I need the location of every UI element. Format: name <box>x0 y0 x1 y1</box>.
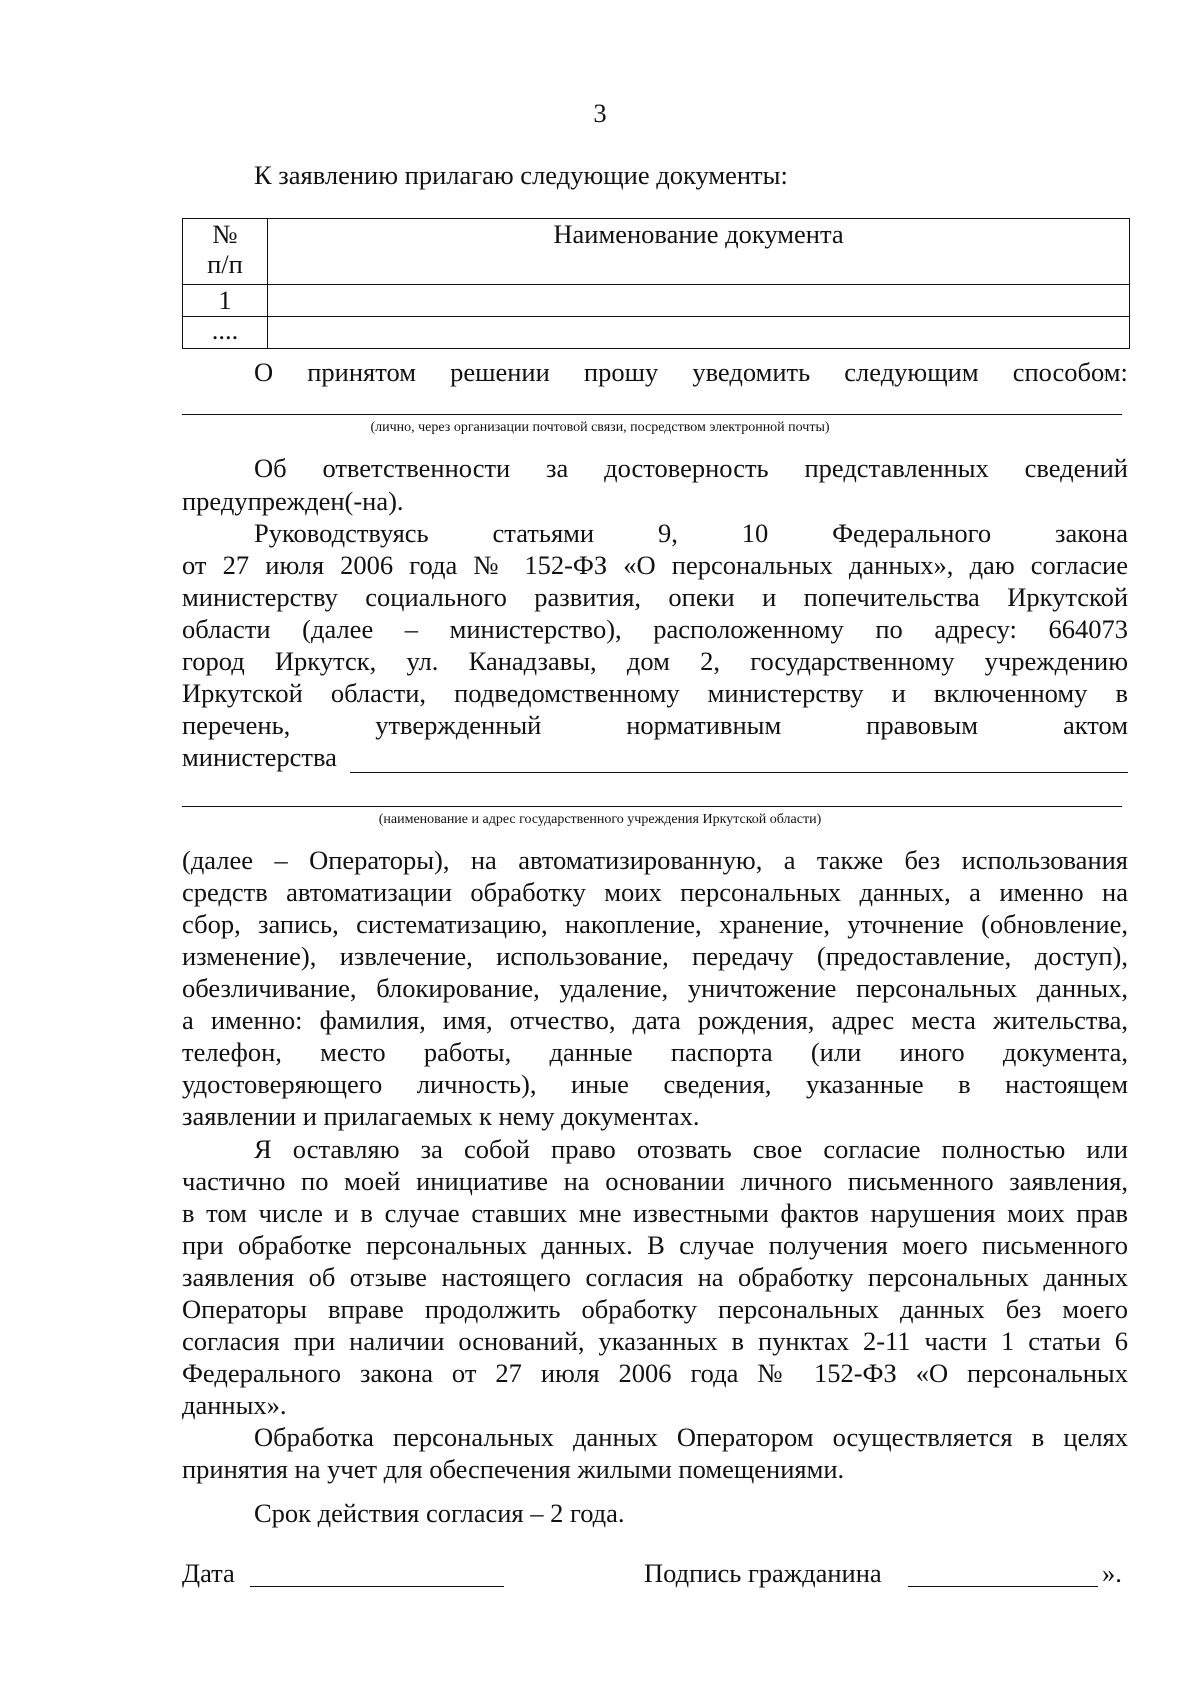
withdraw-line: в том числе и в случае ставших мне известными фактов нарушения моих прав <box>182 1198 1128 1228</box>
withdraw-line: при обработке персональных данных. В случае получения моего письменного <box>182 1230 1128 1260</box>
consent-line-7: перечень, утвержденный нормативным правовым актом <box>182 710 1128 740</box>
purpose-line: Обработка персональных данных Оператором осуществляется в целях <box>254 1422 1128 1452</box>
withdraw-line: согласия при наличии оснований, указанных в пунктах 2-11 части 1 статьи 6 <box>182 1326 1128 1356</box>
operators-line: сбор, запись, систематизацию, накопление, хранение, уточнение (обновление, <box>182 909 1128 939</box>
responsibility-line-2: предупрежден(-на). <box>182 486 404 516</box>
withdraw-line: Федерального закона от 27 июля 2006 года № 152-ФЗ «О персональных <box>182 1358 1128 1388</box>
ministry-field[interactable] <box>350 772 1128 773</box>
consent-line-5: город Иркутск, ул. Канадзавы, дом 2, государственному учреждению <box>182 646 1128 676</box>
date-label: Дата <box>182 1558 235 1588</box>
page-number: 3 <box>593 98 607 128</box>
operators-line: обезличивание, блокирование, удаление, уничтожение персональных данных, <box>182 973 1128 1003</box>
institution-field[interactable] <box>182 806 1122 807</box>
consent-line-6: Иркутской области, подведомственному министерству и включенному в <box>182 678 1128 708</box>
signature-closing: ». <box>1102 1558 1122 1588</box>
purpose-line: принятия на учет для обеспечения жилыми помещениями. <box>182 1454 845 1484</box>
operators-line: (далее – Операторы), на автоматизированную, а также без использования <box>182 845 1128 875</box>
row-document-name <box>268 285 1130 317</box>
responsibility-line-1: Об ответственности за достоверность представленных сведений <box>254 453 1128 483</box>
date-field[interactable] <box>250 1586 504 1587</box>
operators-line: телефон, место работы, данные паспорта (или иного документа, <box>182 1037 1128 1067</box>
operators-line: удостоверяющего личность), иные сведения, указанные в настоящем <box>182 1069 1128 1099</box>
operators-line: средств автоматизации обработку моих персональных данных, а именно на <box>182 877 1128 907</box>
row-number: 1 <box>183 285 268 317</box>
operators-line: заявлении и прилагаемых к нему документах. <box>182 1101 700 1131</box>
signature-label: Подпись гражданина <box>644 1558 882 1588</box>
consent-term: Срок действия согласия – 2 года. <box>254 1498 625 1528</box>
operators-line: изменение), извлечение, использование, передачу (предоставление, доступ), <box>182 941 1128 971</box>
consent-line-4: области (далее – министерство), расположенному по адресу: 664073 <box>182 614 1128 644</box>
header-number: № п/п <box>183 219 268 285</box>
withdraw-line: Я оставляю за собой право отозвать свое согласие полностью или <box>254 1134 1128 1164</box>
table-row <box>183 285 1130 317</box>
documents-table <box>182 218 1130 349</box>
institution-caption: (наименование и адрес государственного учреждения Иркутской области) <box>378 812 822 827</box>
consent-line-1: Руководствуясь статьями 9, 10 Федерального закона <box>254 518 1128 548</box>
table-row <box>183 317 1130 349</box>
row-number: .... <box>183 317 268 349</box>
table-header-row <box>183 219 1130 285</box>
consent-line-8: министерства <box>182 742 337 772</box>
consent-line-3: министерству социального развития, опеки и попечительства Иркутской <box>182 582 1128 612</box>
withdraw-line: заявления об отзыве настоящего согласия на обработку персональных данных <box>182 1262 1128 1292</box>
notify-method-field[interactable] <box>182 414 1122 415</box>
withdraw-line: частично по моей инициативе на основании личного письменного заявления, <box>182 1166 1128 1196</box>
consent-line-2: от 27 июля 2006 года № 152-ФЗ «О персональных данных», даю согласие <box>182 550 1128 580</box>
notify-line: О принятом решении прошу уведомить следующим способом: <box>254 357 1128 387</box>
attachments-intro: К заявлению прилагаю следующие документы: <box>254 160 788 190</box>
withdraw-line: Операторы вправе продолжить обработку персональных данных без моего <box>182 1294 1128 1324</box>
row-document-name <box>268 317 1130 349</box>
signature-field[interactable] <box>908 1586 1098 1587</box>
withdraw-line: данных». <box>182 1390 287 1420</box>
operators-line: а именно: фамилия, имя, отчество, дата рождения, адрес места жительства, <box>182 1005 1128 1035</box>
header-document-name: Наименование документа <box>268 219 1130 285</box>
notify-caption: (лично, через организации почтовой связи, посредством электронной почты) <box>370 420 830 435</box>
